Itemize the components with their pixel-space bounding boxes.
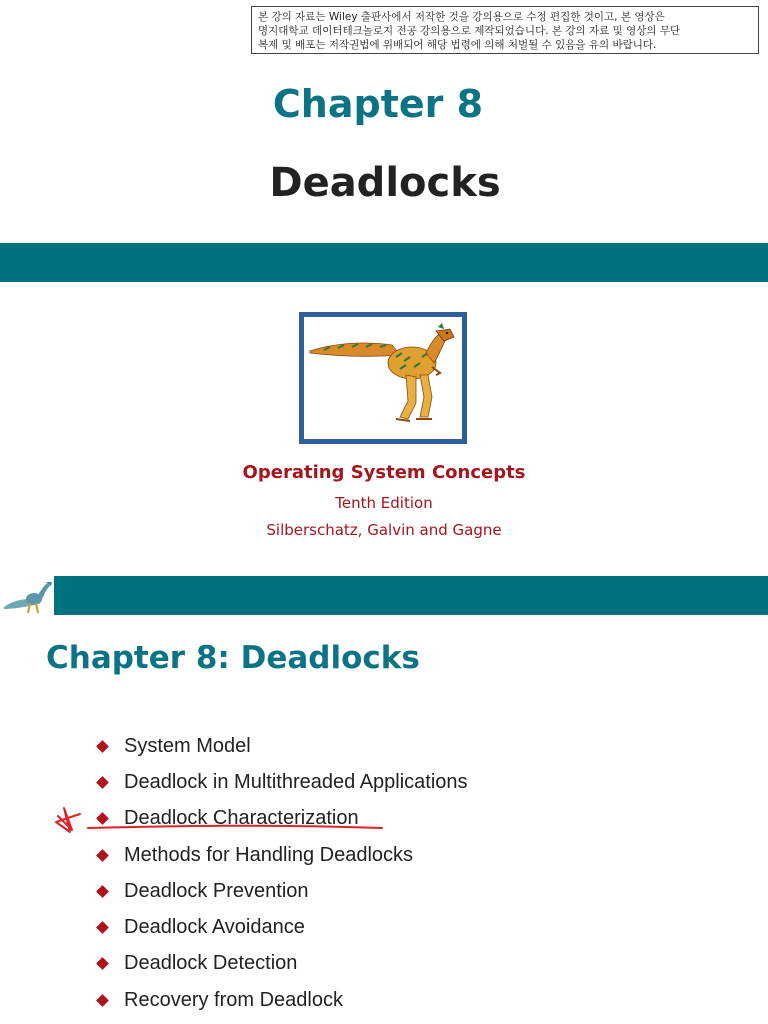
list-item-label: Methods for Handling Deadlocks xyxy=(124,843,414,866)
teal-header-band xyxy=(54,576,768,615)
list-item xyxy=(96,801,468,837)
list-item-label: Deadlock in Multithreaded Applications xyxy=(124,770,468,793)
list-item-label: Deadlock Avoidance xyxy=(124,916,305,939)
book-authors: Silberschatz, Galvin and Gagne xyxy=(266,521,502,539)
list-item xyxy=(96,764,468,800)
list-item-label: Deadlock Prevention xyxy=(124,879,309,902)
list-item-label: Recovery from Deadlock xyxy=(124,988,343,1011)
dinosaur-logo-icon xyxy=(2,577,52,615)
slide-title: Deadlocks xyxy=(269,160,501,206)
chapter-title: Chapter 8 xyxy=(272,82,484,126)
list-item xyxy=(96,873,468,909)
list-item xyxy=(96,728,468,764)
outline-heading: Chapter 8: Deadlocks xyxy=(46,640,420,676)
book-cover-image xyxy=(299,312,467,444)
diamond-bullet-icon xyxy=(96,885,109,898)
book-title: Operating System Concepts xyxy=(242,462,526,483)
dinosaur-illustration xyxy=(304,317,462,439)
diamond-bullet-icon xyxy=(96,958,109,971)
outline-list xyxy=(96,728,468,1018)
list-item xyxy=(96,982,468,1018)
list-item xyxy=(96,946,468,982)
list-item-label: Deadlock Detection xyxy=(124,952,298,975)
diamond-bullet-icon xyxy=(96,812,109,825)
copyright-notice-line: 본 강의 자료는 Wiley 출판사에서 저작한 것을 강의용으로 수정 편집한 것이고, 본 영상은 xyxy=(258,11,665,23)
diamond-bullet-icon xyxy=(96,849,109,862)
copyright-notice xyxy=(251,6,759,54)
list-item-label: System Model xyxy=(124,734,251,757)
teal-header-band xyxy=(0,243,768,282)
copyright-notice-line: 명지대학교 데이터테크놀로지 전공 강의용으로 제작되었습니다. 본 강의 자료 및 영상의 무단 xyxy=(258,25,681,37)
diamond-bullet-icon xyxy=(96,776,109,789)
diamond-bullet-icon xyxy=(96,921,109,934)
list-item xyxy=(96,909,468,945)
list-item-label: Deadlock Characterization xyxy=(124,807,359,830)
diamond-bullet-icon xyxy=(96,994,109,1007)
list-item xyxy=(96,837,468,873)
copyright-notice-line: 복제 및 배포는 저작권법에 위배되어 해당 법령에 의해 처벌될 수 있음을 유의 바랍니다. xyxy=(258,39,657,51)
book-edition: Tenth Edition xyxy=(335,494,433,512)
diamond-bullet-icon xyxy=(96,740,109,753)
